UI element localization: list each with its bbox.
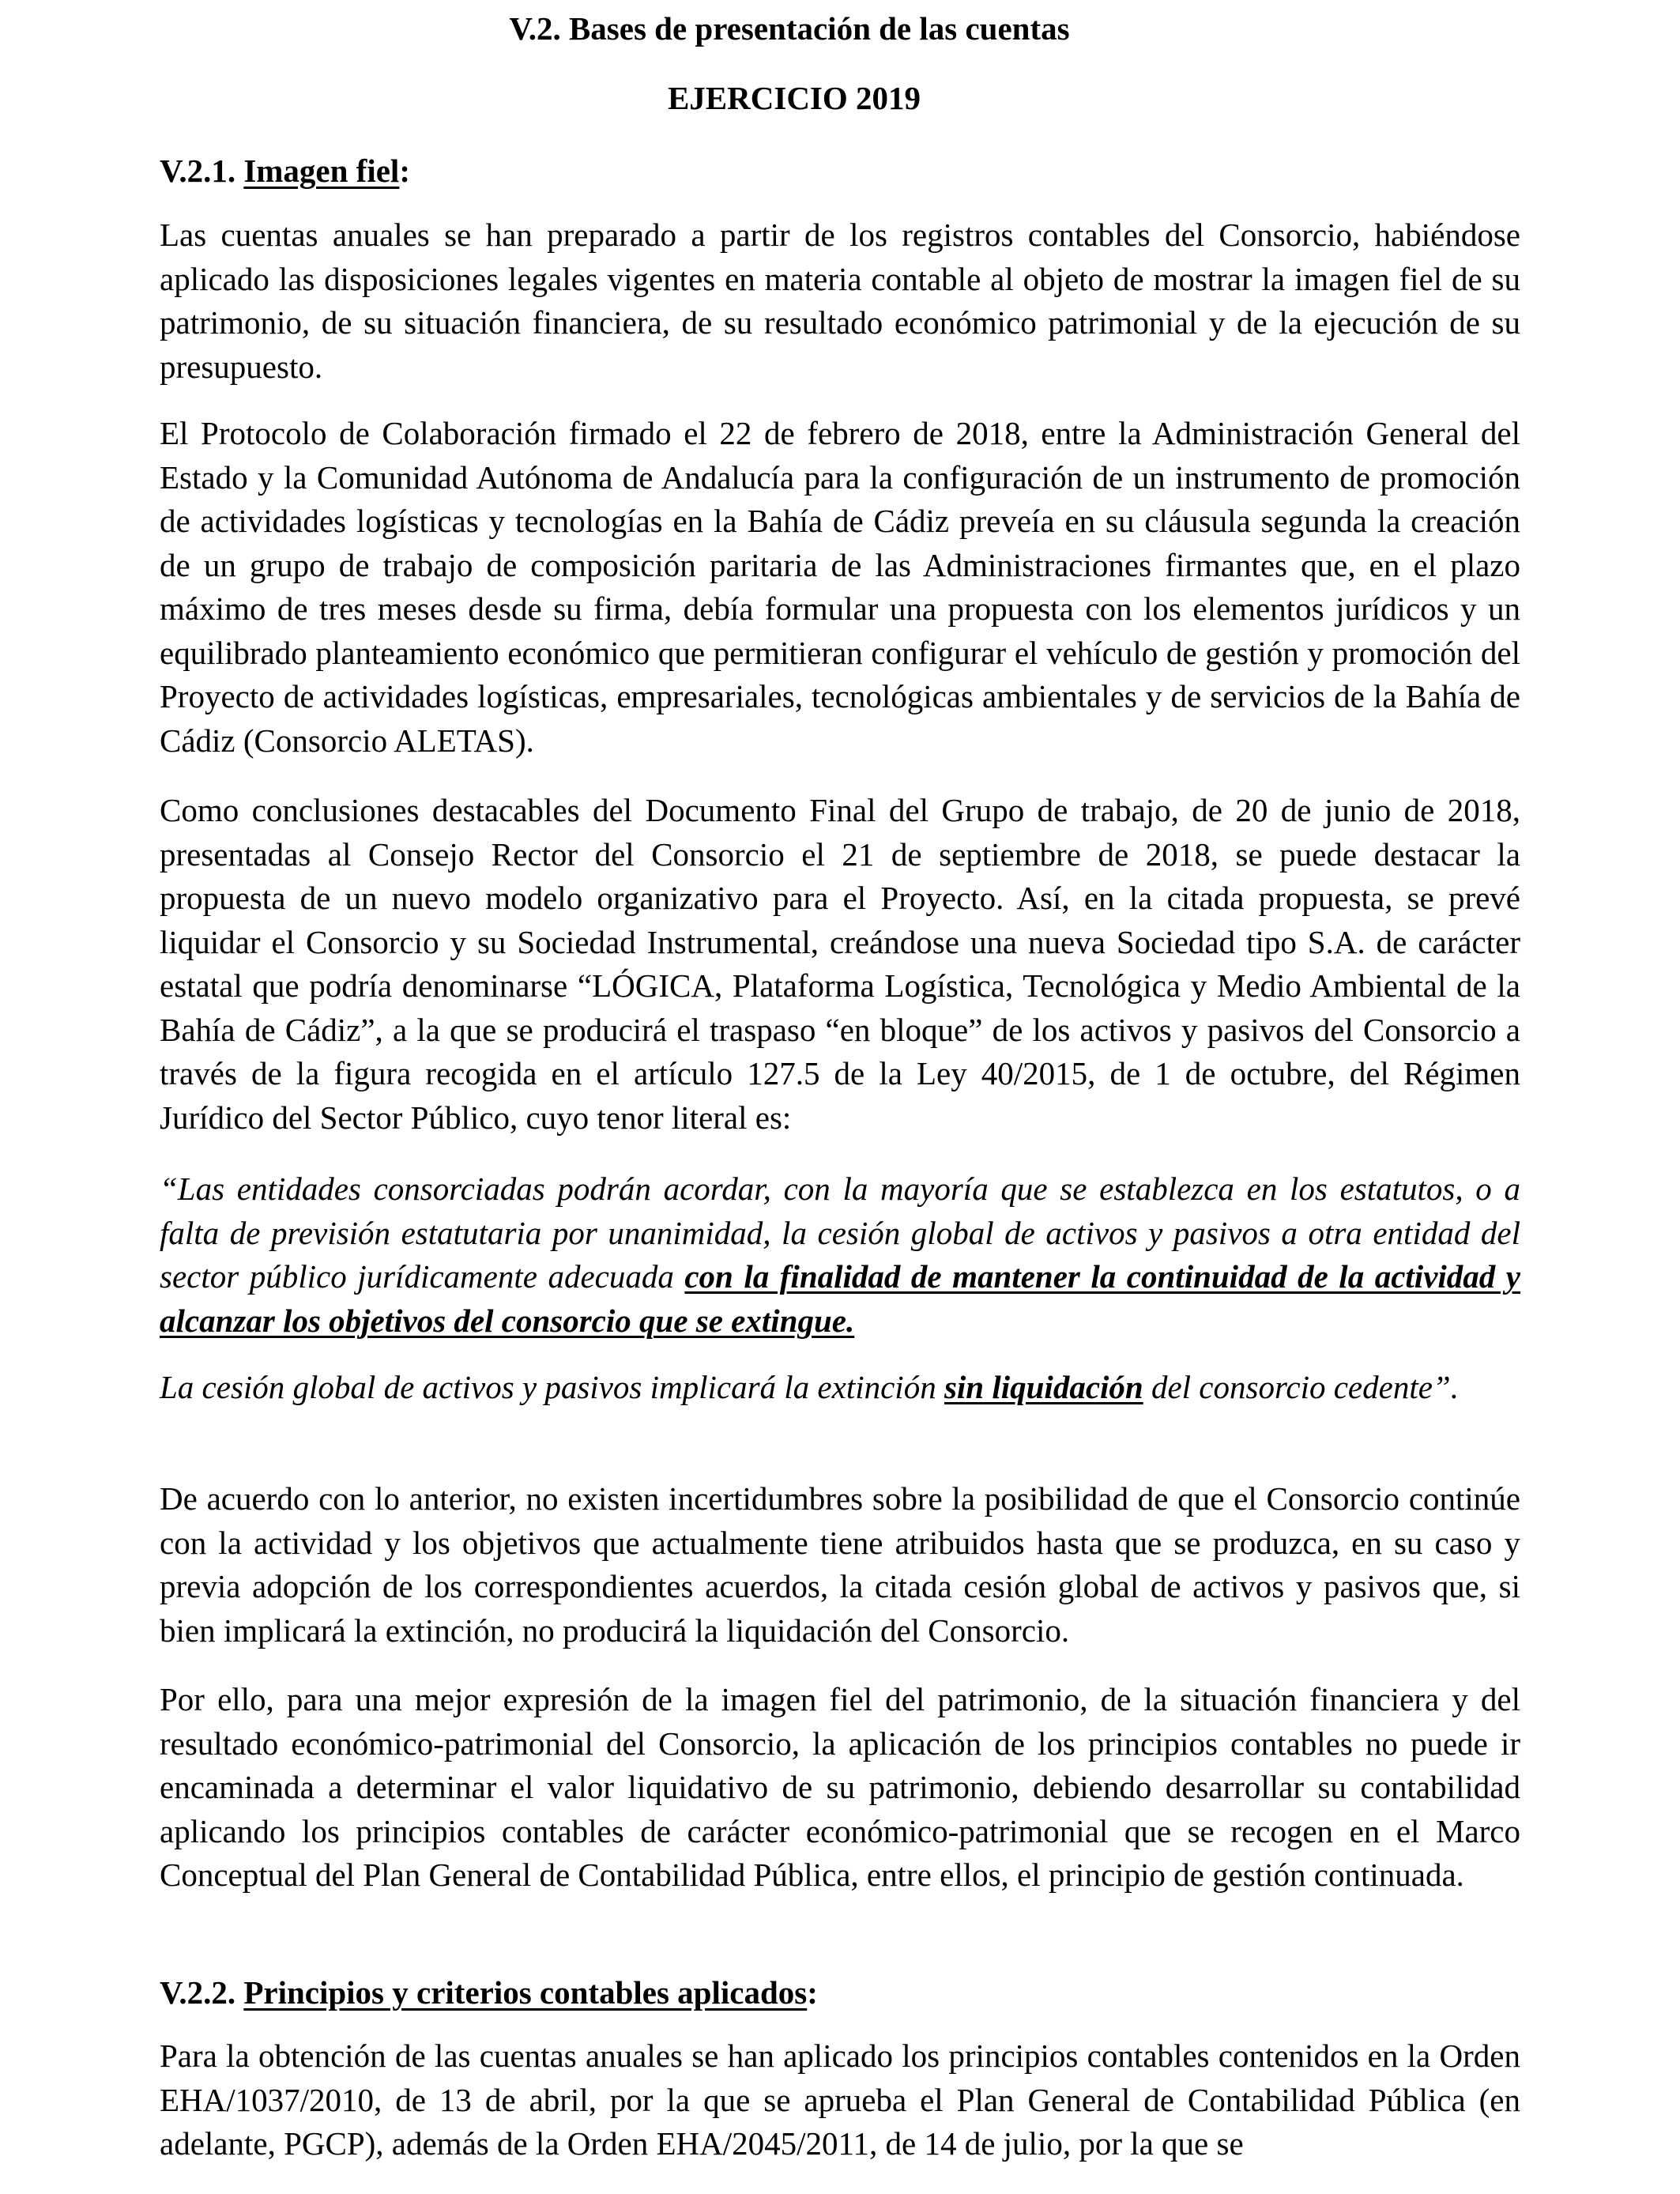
year-title: EJERCICIO 2019 [667, 80, 921, 116]
heading-principios [160, 1969, 818, 2016]
heading-title: Imagen fiel [243, 153, 400, 189]
paragraph-2: El Protocolo de Colaboración firmado el 22 de febrero de 2018, entre la Administración General del Estado y la Comunidad Autónoma de Andalucía para la configuración de un instrumento de promoción de actividades logísticas y tecnologías en la Bahía de Cádiz preveía en su cláusula segunda la creación de un grupo de trabajo de composición paritaria de las Administraciones firmantes que, en el plazo máximo de tres meses desde su firma, debía formular una propuesta con los elementos jurídicos y un equilibrado planteamiento económico que permitieran configurar el vehículo de gestión y promoción del Proyecto de actividades logísticas, empresariales, tecnológicas ambientales y de servicios de la Bahía de Cádiz (Consorcio ALETAS). [160, 415, 1520, 759]
quote-paragraph-1 [160, 1167, 1520, 1343]
section-title: V.2. Bases de presentación de las cuentas [509, 10, 1070, 47]
quote-emphasis: con la finalidad de mantener la continuidad de la actividad y alcanzar los objetivos del consorcio que se extingue. [160, 1258, 1520, 1339]
paragraph-5: Por ello, para una mejor expresión de la imagen fiel del patrimonio, de la situación financiera y del resultado económico-patrimonial del Consorcio, la aplicación de los principios contables no puede ir encaminada a determinar el valor liquidativo de su patrimonio, debiendo desarrollar su contabilidad aplicando los principios contables de carácter económico-patrimonial que se recogen en el Marco Conceptual del Plan General de Contabilidad Pública, entre ellos, el principio de gestión continuada. [160, 1681, 1520, 1893]
paragraph-3: Como conclusiones destacables del Documento Final del Grupo de trabajo, de 20 de junio de 2018, presentadas al Consejo Rector del Consorcio el 21 de septiembre de 2018, se puede destacar la propuesta de un nuevo modelo organizativo para el Proyecto. Así, en la citada propuesta, se prevé liquidar el Consorcio y su Sociedad Instrumental, creándose una nueva Sociedad tipo S.A. de carácter estatal que podría denominarse “LÓGICA, Plataforma Logística, Tecnológica y Medio Ambiental de la Bahía de Cádiz”, a la que se producirá el traspaso “en bloque” de los activos y pasivos del Consorcio a través de la figura recogida en el artículo 127.5 de la Ley 40/2015, de 1 de octubre, del Régimen Jurídico del Sector Público, cuyo tenor literal es: [160, 792, 1520, 1136]
heading-title: Principios y criterios contables aplicados [243, 1974, 808, 2011]
paragraph-1: Las cuentas anuales se han preparado a partir de los registros contables del Consorcio, habiéndose aplicado las disposiciones legales vigentes en materia contable al objeto de mostrar la imagen fiel de su patrimonio, de su situación financiera, de su resultado económico patrimonial y de la ejecución de su presupuesto. [160, 217, 1520, 385]
quote-paragraph-2 [160, 1366, 1520, 1410]
heading-suffix: : [807, 1974, 818, 2011]
heading-number: V.2.1. [160, 153, 236, 189]
paragraph-4: De acuerdo con lo anterior, no existen incertidumbres sobre la posibilidad de que el Consorcio continúe con la actividad y los objetivos que actualmente tiene atribuidos hasta que se produzca, en su caso y previa adopción de los correspondientes acuerdos, la citada cesión global de activos y pasivos que, si bien implicará la extinción, no producirá la liquidación del Consorcio. [160, 1480, 1520, 1649]
quote-text: La cesión global de activos y pasivos implicará la extinción [160, 1369, 944, 1405]
quote-text: “Las entidades consorciadas podrán acordar, con la mayoría que se establezca en los estatutos, o a falta de previsión estatutaria por unanimidad, la cesión global de activos y pasivos a otra entidad del sector público jurídicamente adecuada [160, 1171, 1520, 1295]
paragraph-6: Para la obtención de las cuentas anuales se han aplicado los principios contables contenidos en la Orden EHA/1037/2010, de 13 de abril, por la que se aprueba el Plan General de Contabilidad Pública (en adelante, PGCP), además de la Orden EHA/2045/2011, de 14 de julio, por la que se [160, 2038, 1520, 2162]
heading-suffix: : [399, 153, 410, 189]
heading-imagen-fiel [160, 147, 410, 194]
quote-text-end: del consorcio cedente”. [1143, 1369, 1459, 1405]
quote-emphasis: sin liquidación [944, 1369, 1143, 1405]
heading-number: V.2.2. [160, 1974, 236, 2011]
